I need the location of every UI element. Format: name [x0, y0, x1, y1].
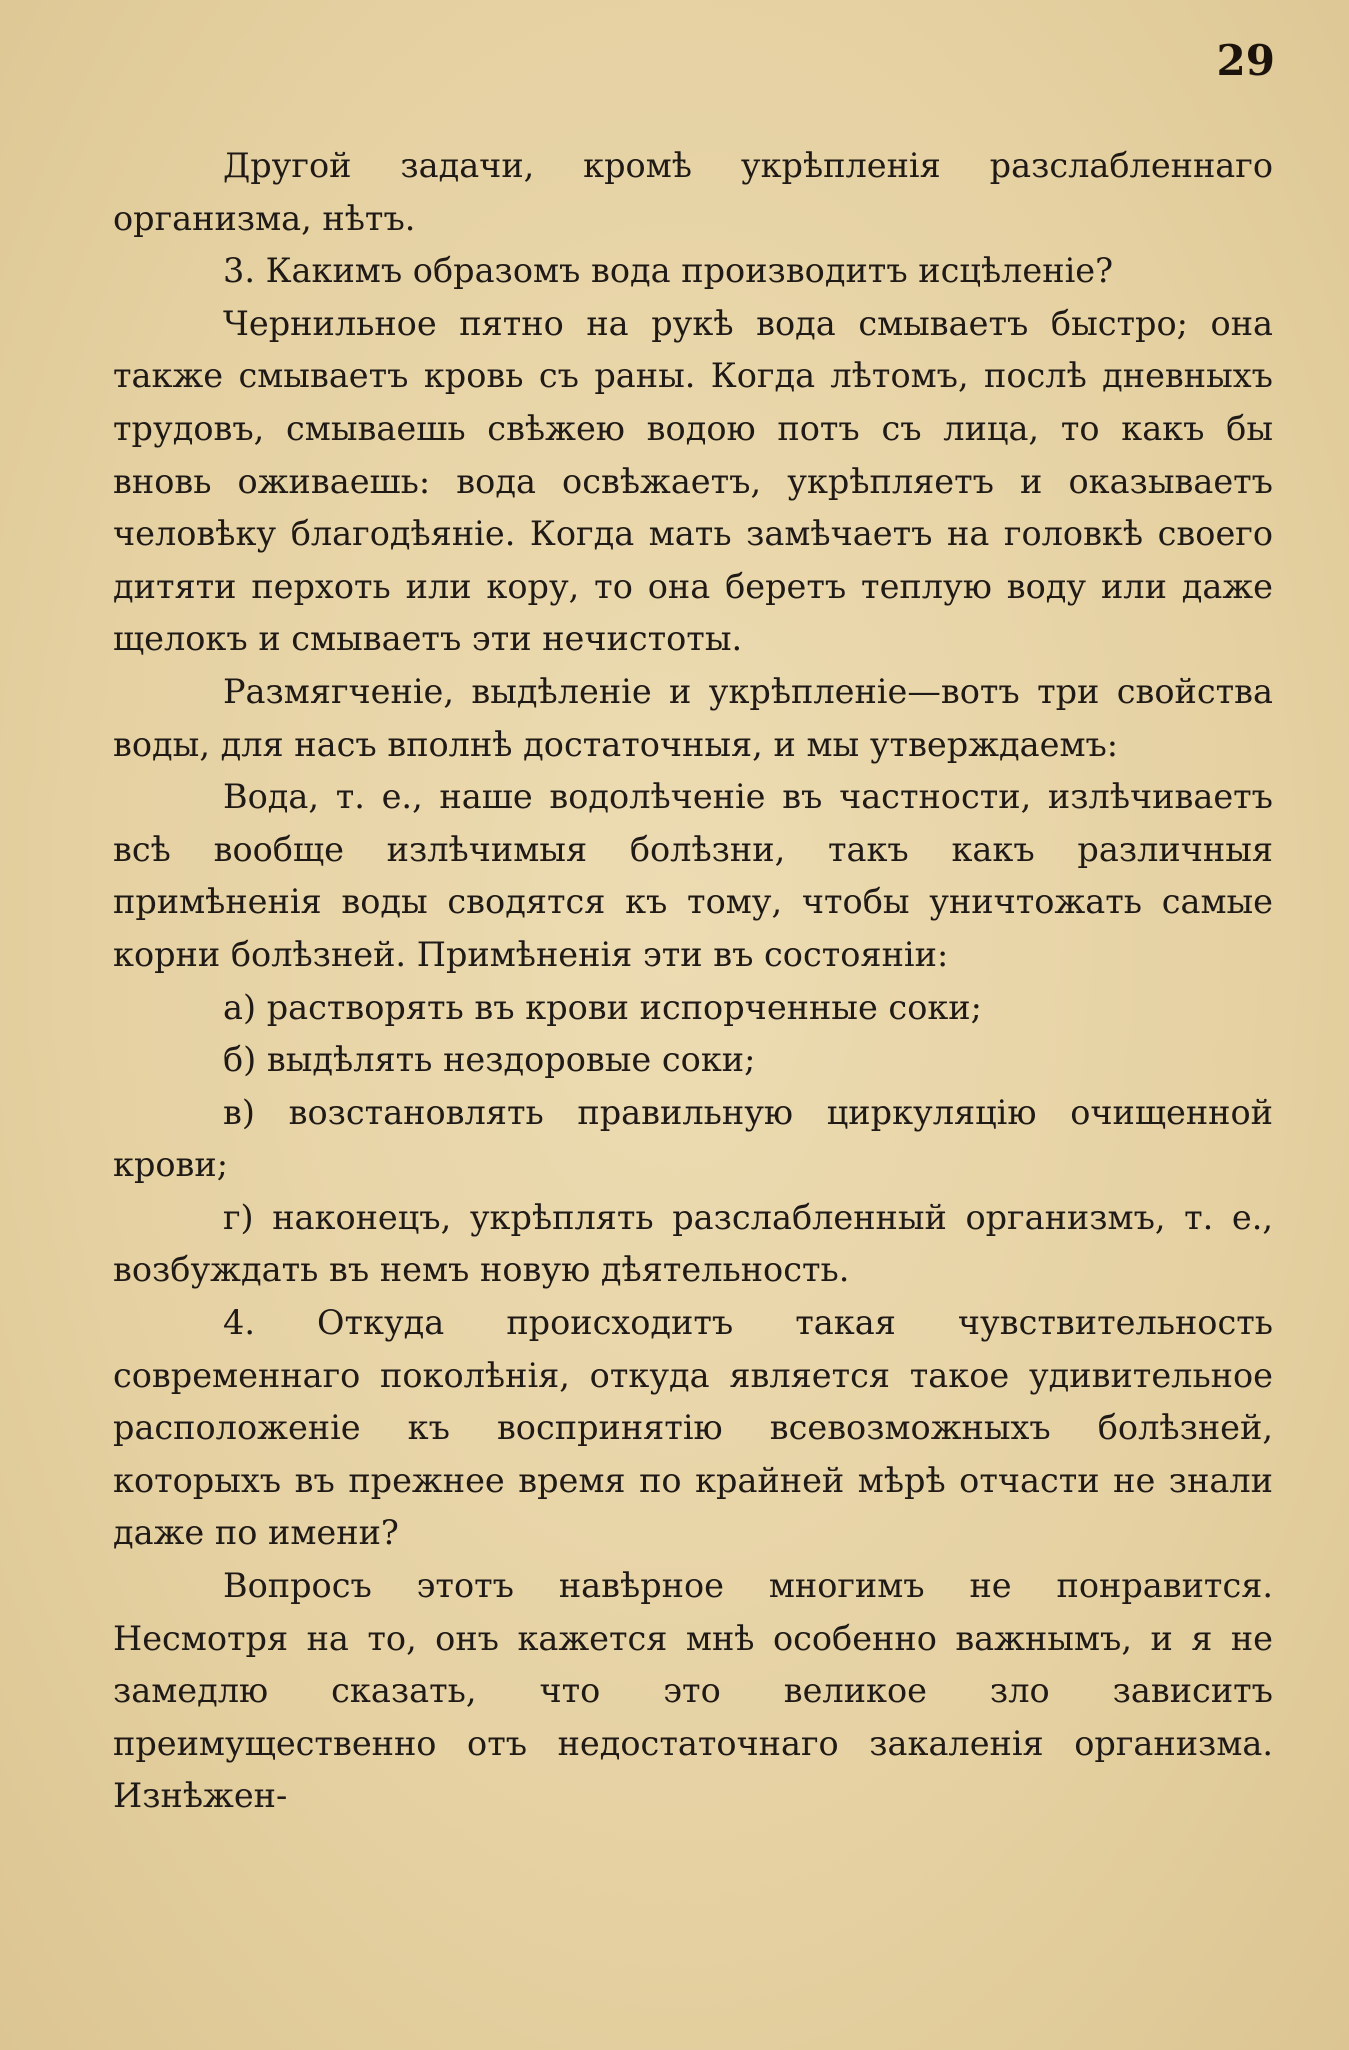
paragraph: 3. Какимъ образомъ вода производитъ исцѣленіе? [223, 251, 1114, 291]
list-item: а) растворять въ крови испорченные соки; [223, 987, 982, 1027]
paragraph: 4. Откуда происходитъ такая чувствительность современнаго поколѣнія, откуда является такое удивительное расположеніе къ воспринятію всевозможныхъ болѣзней, которыхъ въ прежнее время по крайней мѣрѣ отчасти не знали даже по имени? [113, 1303, 1273, 1553]
list-item: г) наконецъ, укрѣплять разслабленный организмъ, т. е., возбуждать въ немъ новую дѣятельность. [113, 1197, 1273, 1290]
page-number: 29 [1216, 36, 1275, 85]
body-text [113, 140, 1273, 1823]
list-item: в) возстановлять правильную циркуляцію очищенной крови; [113, 1092, 1273, 1185]
paragraph: Вопросъ этотъ навѣрное многимъ не понравится. Несмотря на то, онъ кажется мнѣ особенно важнымъ, и я не замедлю сказать, что это великое зло зависитъ преимущественно отъ недостаточнаго закаленія организма. Изнѣжен- [113, 1566, 1273, 1816]
paragraph: Другой задачи, кромѣ укрѣпленія разслабленнаго организма, нѣтъ. [113, 146, 1273, 238]
paragraph: Размягченіе, выдѣленіе и укрѣпленіе—вотъ три свойства воды, для насъ вполнѣ достаточныя, и мы утверждаемъ: [113, 671, 1273, 764]
paragraph: Вода, т. е., наше водолѣченіе въ частности, излѣчиваетъ всѣ вообще излѣчимыя болѣзни, такъ какъ различныя примѣненія воды сводятся къ тому, чтобы уничтожать самые корни болѣзней. Примѣненія эти въ состояніи: [113, 777, 1273, 974]
list-item: б) выдѣлять нездоровые соки; [223, 1040, 756, 1080]
paragraph: Чернильное пятно на рукѣ вода смываетъ быстро; она также смываетъ кровь съ раны. Когда лѣтомъ, послѣ дневныхъ трудовъ, смываешь свѣжею водою потъ съ лица, то какъ бы вновь оживаешь: вода освѣжаетъ, укрѣпляетъ и оказываетъ человѣку благодѣяніе. Когда мать замѣчаетъ на головкѣ своего дитяти перхоть или кору, то она беретъ теплую воду или даже щелокъ и смываетъ эти нечистоты. [113, 303, 1273, 659]
